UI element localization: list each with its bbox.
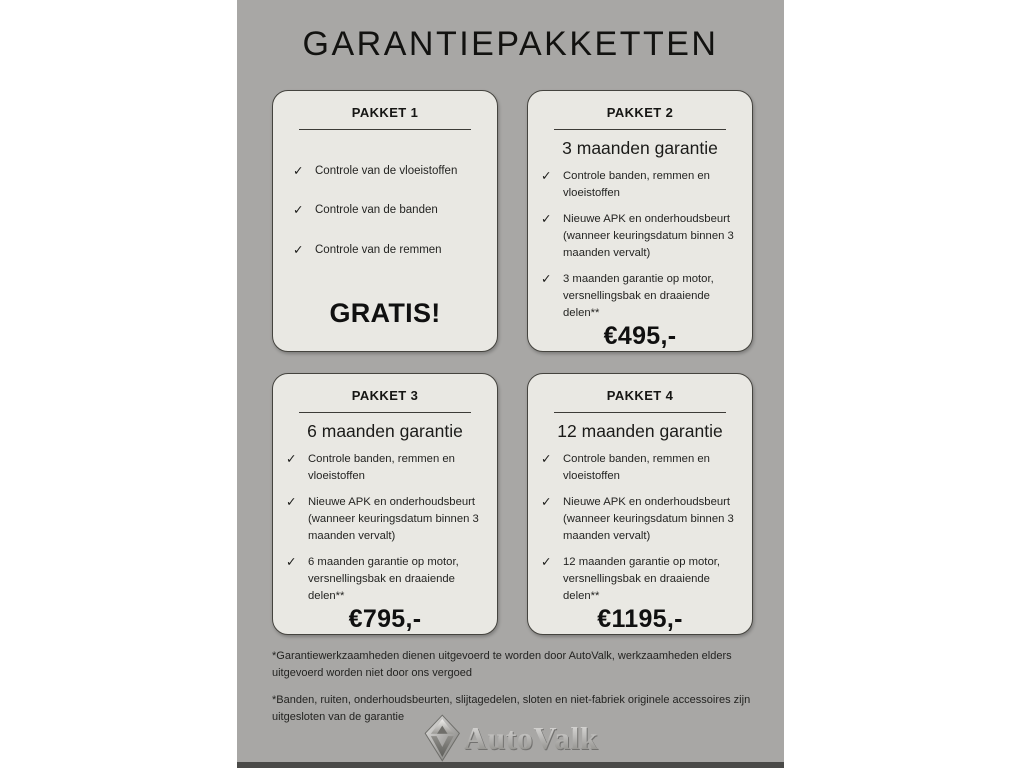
check-icon: ✓ — [293, 242, 304, 257]
package-subtitle: 6 maanden garantie — [307, 421, 463, 441]
package-price: €795,- — [348, 604, 422, 633]
check-icon: ✓ — [286, 494, 297, 509]
logo-wordmark: AutoValk — [463, 720, 599, 756]
page-title: GARANTIEPAKKETTEN — [302, 25, 719, 63]
list-item-text: 6 maanden garantie op motor, versnellingsbak en draaiende delen** — [308, 555, 459, 602]
check-icon: ✓ — [541, 271, 552, 286]
check-icon: ✓ — [541, 554, 552, 569]
footnote-warranty-work: *Garantiewerkzaamheden dienen uitgevoerd te worden door AutoValk, werkzaamheden elders uitgevoerd worden niet door ons vergoed — [272, 650, 732, 680]
package-card-2 — [527, 90, 753, 352]
list-item — [286, 451, 484, 485]
list-item-text: Controle van de vloeistoffen — [315, 165, 458, 177]
list-item — [541, 168, 739, 202]
header-divider — [299, 412, 471, 413]
package-name: PAKKET 2 — [606, 105, 674, 120]
feature-list — [286, 451, 484, 605]
package-card-4 — [527, 373, 753, 635]
list-item — [293, 242, 484, 259]
warranty-poster — [237, 0, 784, 768]
package-name: PAKKET 1 — [351, 105, 419, 120]
package-card-3 — [272, 373, 498, 635]
header-divider — [554, 129, 726, 130]
autovalk-logo — [423, 714, 598, 762]
header-divider — [554, 412, 726, 413]
feature-list — [541, 451, 739, 605]
list-item-text: Controle van de remmen — [315, 243, 442, 256]
diamond-emblem-icon — [423, 714, 461, 762]
feature-list — [286, 163, 484, 259]
list-item-text: Nieuwe APK en onderhoudsbeurt (wanneer keuringsdatum binnen 3 maanden vervalt) — [308, 495, 479, 542]
list-item — [286, 494, 484, 545]
feature-list — [541, 168, 739, 322]
package-price: €495,- — [603, 321, 677, 350]
list-item-text: Controle banden, remmen en vloeistoffen — [563, 170, 710, 199]
check-icon: ✓ — [541, 169, 552, 183]
list-item — [541, 211, 739, 262]
list-item — [286, 554, 484, 605]
check-icon: ✓ — [541, 452, 552, 466]
package-price: GRATIS! — [329, 298, 441, 328]
package-subtitle: 3 maanden garantie — [562, 138, 718, 158]
check-icon: ✓ — [286, 452, 297, 466]
poster-bottom-edge — [237, 762, 784, 768]
list-item-text: 3 maanden garantie op motor, versnellingsbak en draaiende delen** — [563, 272, 714, 319]
list-item — [541, 271, 739, 322]
package-name: PAKKET 3 — [351, 388, 419, 403]
list-item-text: Nieuwe APK en onderhoudsbeurt (wanneer keuringsdatum binnen 3 maanden vervalt) — [563, 495, 734, 542]
list-item — [541, 494, 739, 545]
package-card-1 — [272, 90, 498, 352]
footnote-exclusions: *Banden, ruiten, onderhoudsbeurten, slijtagedelen, sloten en niet-fabriek originele accessoires zijn uitgesloten van de garantie — [272, 694, 751, 724]
check-icon: ✓ — [293, 203, 304, 218]
list-item — [541, 554, 739, 605]
check-icon: ✓ — [541, 494, 552, 509]
list-item — [293, 202, 484, 219]
package-price: €1195,- — [597, 604, 683, 633]
list-item — [541, 451, 739, 485]
check-icon: ✓ — [286, 554, 297, 569]
list-item-text: Controle banden, remmen en vloeistoffen — [308, 453, 455, 482]
header-divider — [299, 129, 471, 130]
package-name: PAKKET 4 — [606, 388, 674, 403]
check-icon: ✓ — [293, 164, 304, 178]
list-item — [293, 163, 484, 180]
list-item-text: 12 maanden garantie op motor, versnellingsbak en draaiende delen** — [563, 555, 721, 602]
list-item-text: Controle van de banden — [315, 204, 438, 217]
list-item-text: Controle banden, remmen en vloeistoffen — [563, 453, 710, 482]
check-icon: ✓ — [541, 211, 552, 226]
package-subtitle: 12 maanden garantie — [557, 421, 723, 441]
list-item-text: Nieuwe APK en onderhoudsbeurt (wanneer keuringsdatum binnen 3 maanden vervalt) — [563, 212, 734, 259]
